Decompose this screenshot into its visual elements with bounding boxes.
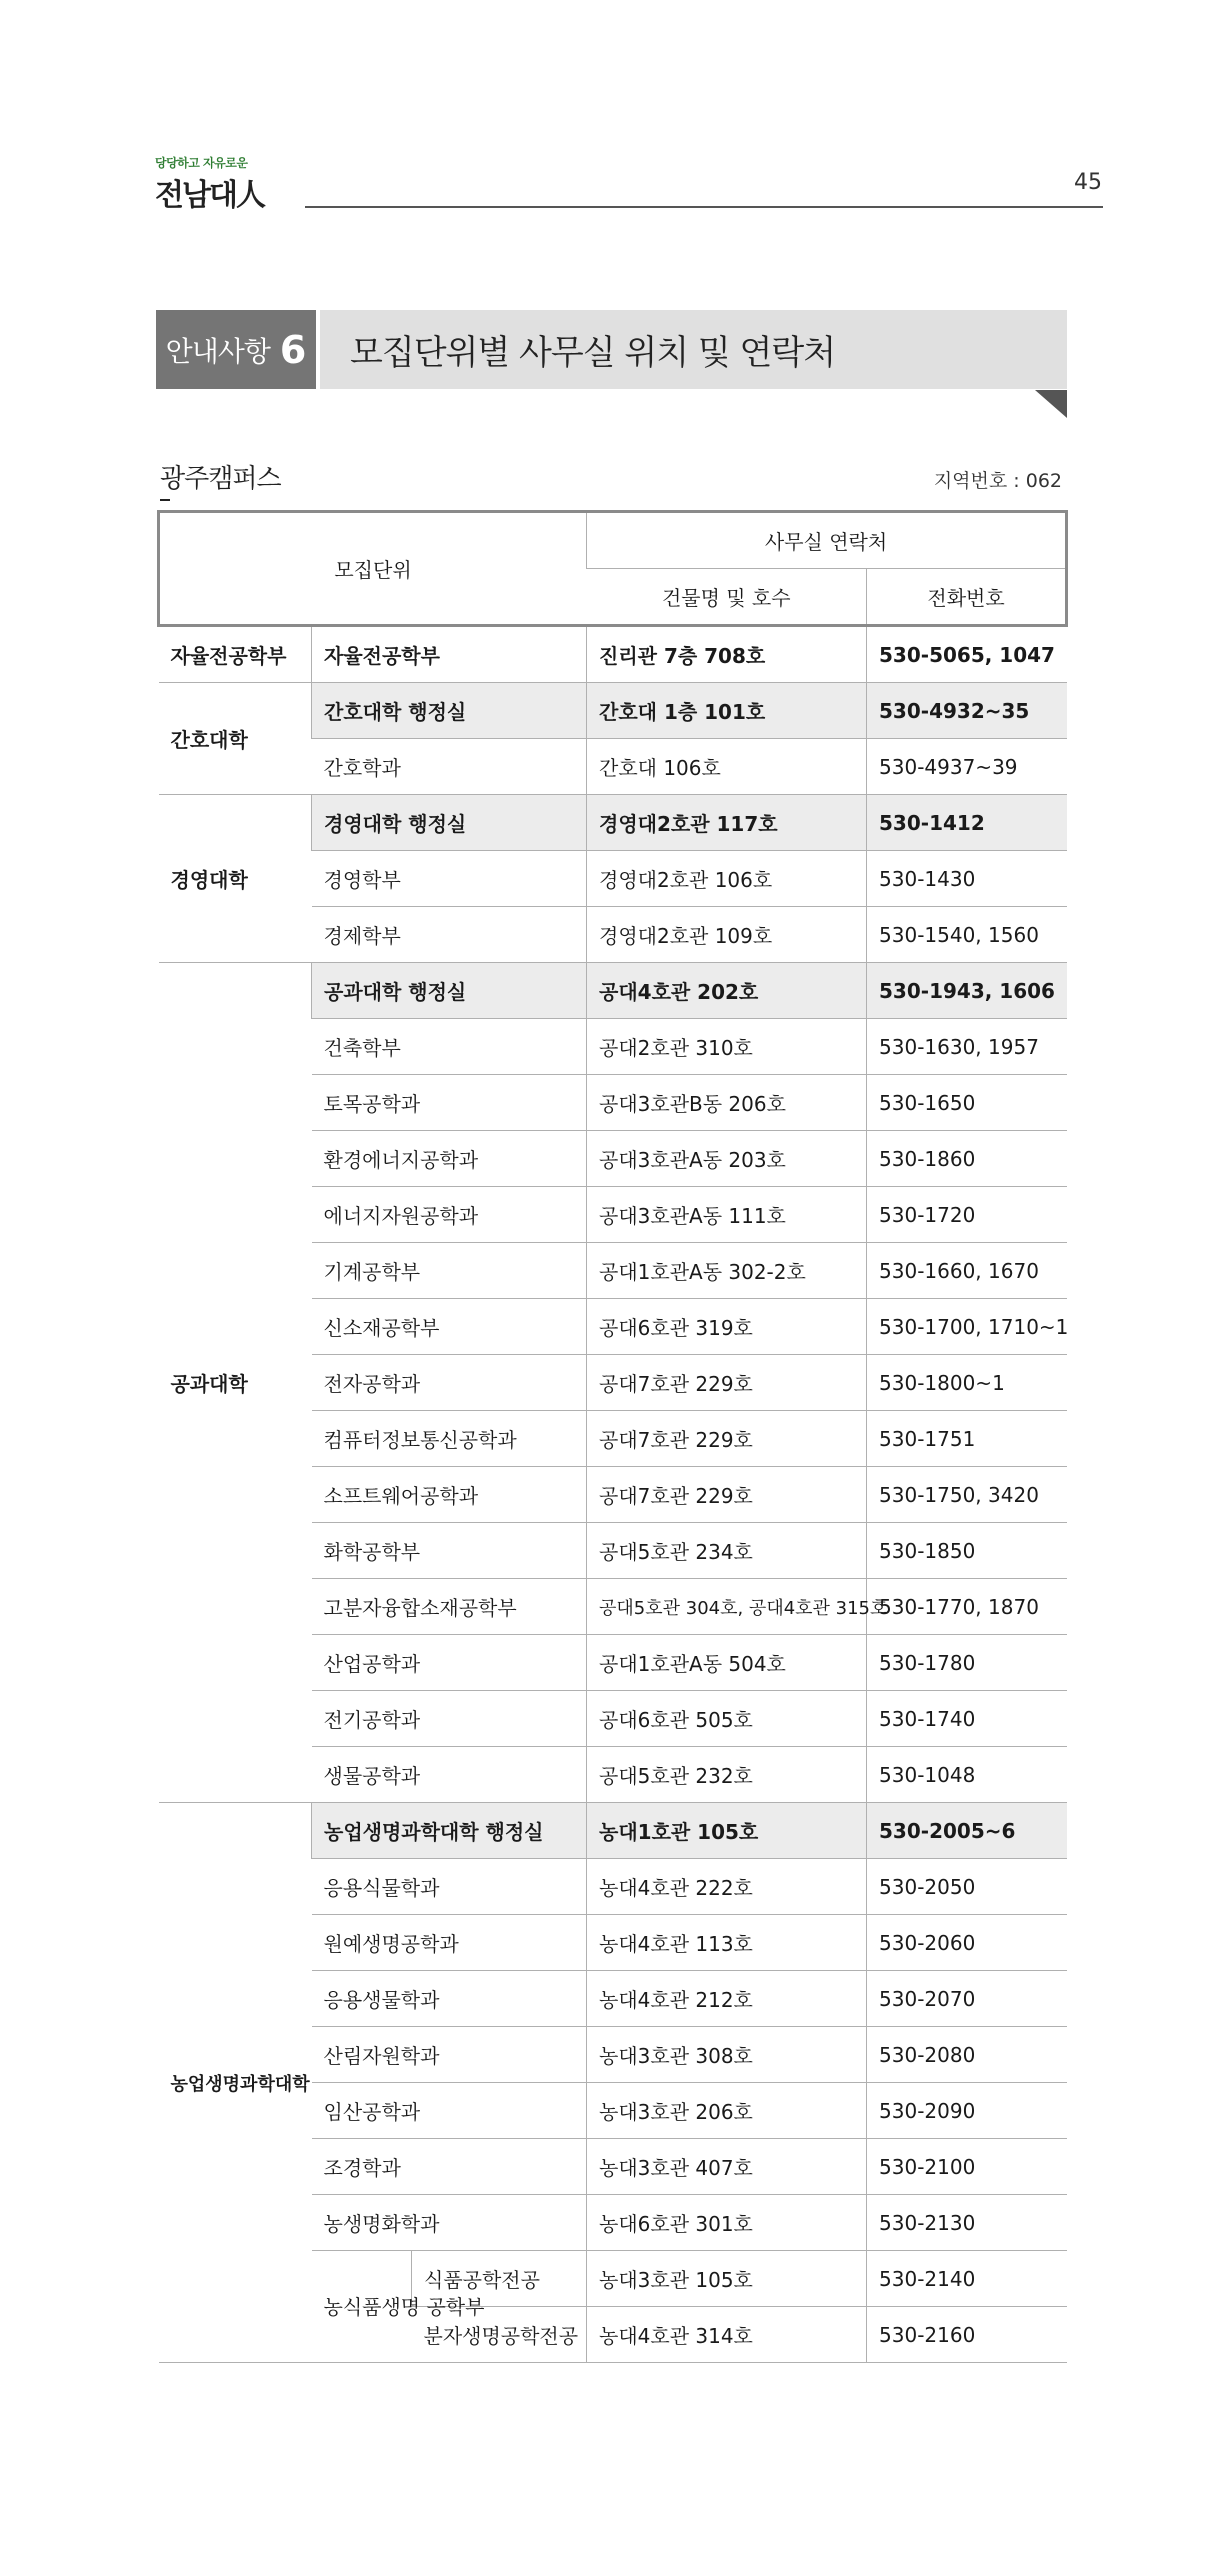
notice-number: 6	[279, 327, 307, 372]
room-cell: 농대3호관 308호	[587, 2027, 867, 2083]
room-cell: 공대6호관 505호	[587, 1691, 867, 1747]
unit-cell: 임산공학과	[312, 2083, 587, 2139]
phone-cell: 530-2140	[867, 2251, 1067, 2307]
unit-cell: 원예생명공학과	[312, 1915, 587, 1971]
room-cell: 공대1호관A동 302-2호	[587, 1243, 867, 1299]
room-cell: 농대4호관 222호	[587, 1859, 867, 1915]
table-row	[159, 963, 1067, 1019]
phone-cell: 530-1780	[867, 1635, 1067, 1691]
unit-cell: 농생명화학과	[312, 2195, 587, 2251]
notice-label-text: 안내사항	[165, 334, 270, 368]
room-cell: 공대5호관 304호, 공대4호관 315호	[587, 1579, 867, 1635]
room-cell: 농대3호관 105호	[587, 2251, 867, 2307]
unit-cell: 식품공학전공	[412, 2251, 587, 2307]
phone-cell: 530-4937~39	[867, 739, 1067, 795]
unit-cell: 환경에너지공학과	[312, 1131, 587, 1187]
phone-cell: 530-1660, 1670	[867, 1243, 1067, 1299]
phone-cell: 530-1720	[867, 1187, 1067, 1243]
unit-cell: 응용식물학과	[312, 1859, 587, 1915]
phone-cell: 530-5065, 1047	[867, 626, 1067, 683]
room-cell: 공대3호관B동 206호	[587, 1075, 867, 1131]
phone-cell: 530-2060	[867, 1915, 1067, 1971]
room-cell: 공대6호관 319호	[587, 1299, 867, 1355]
unit-cell: 고분자융합소재공학부	[312, 1579, 587, 1635]
header-phone: 전화번호	[867, 569, 1067, 626]
room-cell: 농대4호관 212호	[587, 1971, 867, 2027]
phone-cell: 530-1943, 1606	[867, 963, 1067, 1019]
phone-cell: 530-1751	[867, 1411, 1067, 1467]
unit-cell: 전기공학과	[312, 1691, 587, 1747]
unit-cell: 컴퓨터정보통신공학과	[312, 1411, 587, 1467]
university-logo	[155, 154, 305, 224]
unit-cell: 전자공학과	[312, 1355, 587, 1411]
notice-label	[156, 310, 316, 389]
unit-cell: 소프트웨어공학과	[312, 1467, 587, 1523]
unit-cell: 산림자원학과	[312, 2027, 587, 2083]
table-row	[159, 683, 1067, 739]
phone-cell: 530-1800~1	[867, 1355, 1067, 1411]
notice-title-bar	[320, 310, 1067, 389]
logo-tagline: 당당하고 자유로운	[155, 156, 248, 170]
corner-triangle	[1035, 390, 1067, 418]
unit-cell: 생물공학과	[312, 1747, 587, 1803]
college-cell: 간호대학	[159, 683, 312, 795]
room-cell: 경영대2호관 109호	[587, 907, 867, 963]
phone-cell: 530-2130	[867, 2195, 1067, 2251]
subgroup-cell: 농식품생명 공학부	[312, 2251, 412, 2363]
room-cell: 농대4호관 314호	[587, 2307, 867, 2363]
phone-cell: 530-2005~6	[867, 1803, 1067, 1859]
unit-cell: 경영대학 행정실	[312, 795, 587, 851]
room-cell: 농대3호관 407호	[587, 2139, 867, 2195]
unit-cell: 토목공학과	[312, 1075, 587, 1131]
unit-cell: 간호학과	[312, 739, 587, 795]
room-cell: 공대7호관 229호	[587, 1355, 867, 1411]
room-cell: 공대5호관 234호	[587, 1523, 867, 1579]
phone-cell: 530-1740	[867, 1691, 1067, 1747]
phone-cell: 530-2160	[867, 2307, 1067, 2363]
unit-cell: 건축학부	[312, 1019, 587, 1075]
phone-cell: 530-1540, 1560	[867, 907, 1067, 963]
unit-cell: 농업생명과학대학 행정실	[312, 1803, 587, 1859]
room-cell: 공대4호관 202호	[587, 963, 867, 1019]
room-cell: 경영대2호관 106호	[587, 851, 867, 907]
room-cell: 공대2호관 310호	[587, 1019, 867, 1075]
phone-cell: 530-2100	[867, 2139, 1067, 2195]
phone-cell: 530-1630, 1957	[867, 1019, 1067, 1075]
logo-name: 전남대人	[155, 178, 264, 213]
phone-cell: 530-1412	[867, 795, 1067, 851]
unit-cell: 에너지자원공학과	[312, 1187, 587, 1243]
unit-cell: 기계공학부	[312, 1243, 587, 1299]
phone-cell: 530-4932~35	[867, 683, 1067, 739]
room-cell: 진리관 7층 708호	[587, 626, 867, 683]
header-unit: 모집단위	[159, 512, 587, 626]
unit-cell: 조경학과	[312, 2139, 587, 2195]
college-cell: 자율전공학부	[159, 626, 312, 683]
room-cell: 농대3호관 206호	[587, 2083, 867, 2139]
unit-cell: 응용생물학과	[312, 1971, 587, 2027]
room-cell: 간호대 106호	[587, 739, 867, 795]
notice-title: 모집단위별 사무실 위치 및 연락처	[350, 333, 836, 373]
phone-cell: 530-1850	[867, 1523, 1067, 1579]
room-cell: 공대1호관A동 504호	[587, 1635, 867, 1691]
phone-cell: 530-1750, 3420	[867, 1467, 1067, 1523]
table-row	[159, 795, 1067, 851]
room-cell: 경영대2호관 117호	[587, 795, 867, 851]
phone-cell: 530-1048	[867, 1747, 1067, 1803]
room-cell: 공대5호관 232호	[587, 1747, 867, 1803]
table-row	[159, 1803, 1067, 1859]
room-cell: 공대7호관 229호	[587, 1467, 867, 1523]
room-cell: 공대7호관 229호	[587, 1411, 867, 1467]
phone-cell: 530-1700, 1710~1	[867, 1299, 1067, 1355]
phone-cell: 530-1430	[867, 851, 1067, 907]
header-rule	[305, 206, 1103, 208]
unit-cell: 공과대학 행정실	[312, 963, 587, 1019]
area-code: 지역번호 : 062	[933, 470, 1062, 492]
room-cell: 공대3호관A동 111호	[587, 1187, 867, 1243]
college-cell: 농업생명과학대학	[159, 1803, 312, 2363]
room-cell: 농대4호관 113호	[587, 1915, 867, 1971]
page-number: 45	[1074, 170, 1102, 195]
college-cell: 경영대학	[159, 795, 312, 963]
phone-cell: 530-2050	[867, 1859, 1067, 1915]
college-cell: 공과대학	[159, 963, 312, 1803]
table-row	[159, 626, 1067, 683]
room-cell: 공대3호관A동 203호	[587, 1131, 867, 1187]
phone-cell: 530-2080	[867, 2027, 1067, 2083]
campus-heading: 광주캠퍼스	[160, 458, 281, 495]
room-cell: 간호대 1층 101호	[587, 683, 867, 739]
unit-cell: 경제학부	[312, 907, 587, 963]
header-room: 건물명 및 호수	[587, 569, 867, 626]
phone-cell: 530-1650	[867, 1075, 1067, 1131]
contact-table	[157, 510, 1068, 2363]
unit-cell: 경영학부	[312, 851, 587, 907]
unit-cell: 산업공학과	[312, 1635, 587, 1691]
unit-cell: 화학공학부	[312, 1523, 587, 1579]
header-office: 사무실 연락처	[587, 512, 1067, 569]
room-cell: 농대6호관 301호	[587, 2195, 867, 2251]
unit-cell: 신소재공학부	[312, 1299, 587, 1355]
unit-cell: 간호대학 행정실	[312, 683, 587, 739]
phone-cell: 530-1770, 1870	[867, 1579, 1067, 1635]
phone-cell: 530-2090	[867, 2083, 1067, 2139]
unit-cell: 분자생명공학전공	[412, 2307, 587, 2363]
unit-cell: 자율전공학부	[312, 626, 587, 683]
room-cell: 농대1호관 105호	[587, 1803, 867, 1859]
phone-cell: 530-2070	[867, 1971, 1067, 2027]
phone-cell: 530-1860	[867, 1131, 1067, 1187]
